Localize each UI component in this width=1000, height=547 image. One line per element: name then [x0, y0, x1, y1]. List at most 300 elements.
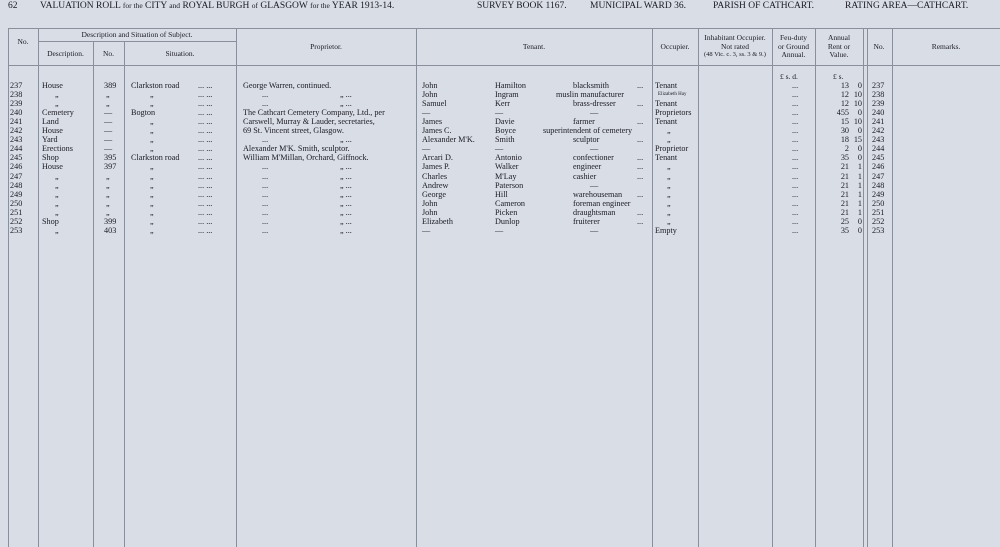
row-number-right: 245: [872, 153, 885, 163]
row-rent-pounds: 455: [836, 108, 849, 118]
rule-top: [8, 28, 1000, 29]
row-number: 240: [10, 108, 23, 118]
row-situation: „: [150, 135, 154, 145]
row-situation: „: [150, 144, 154, 154]
row-situation-dots: ... ...: [198, 126, 213, 136]
row-number-right: 249: [872, 189, 885, 199]
row-number-right: 242: [872, 126, 885, 136]
row-rent-shillings: 1: [857, 207, 862, 217]
row-tenant-surname: Hill: [495, 189, 508, 199]
row-number: 243: [10, 135, 23, 145]
row-description: Shop: [42, 216, 59, 226]
row-situation: Clarkston road: [131, 153, 180, 163]
row-rent-shillings: 1: [857, 189, 862, 199]
table-row: [0, 90, 1000, 99]
rule-header-bottom: [8, 65, 1000, 66]
row-tenant-forename: George: [422, 189, 446, 199]
col-description: Description.: [47, 49, 84, 58]
table-row: [0, 217, 1000, 226]
row-street-number: „: [106, 99, 110, 109]
row-rent-pounds: 13: [840, 81, 849, 90]
row-tenant-surname: —: [495, 108, 504, 118]
row-street-number: „: [106, 198, 110, 208]
row-situation-dots: ... ...: [198, 162, 213, 172]
row-tenant-forename: Andrew: [422, 180, 449, 190]
rent-currency: £ s.: [833, 72, 844, 81]
row-tenant-occupation: farmer: [573, 117, 595, 127]
parish: PARISH OF CATHCART.: [713, 1, 815, 11]
table-row: [0, 144, 1000, 153]
row-rent-shillings: 10: [853, 90, 862, 100]
row-number-right: 241: [872, 117, 885, 127]
col-desc-group: Description and Situation of Subject.: [81, 30, 193, 39]
rating-area: RATING AREA—CATHCART.: [845, 1, 969, 11]
col-no-right: No.: [873, 42, 885, 51]
row-description: „: [55, 225, 59, 235]
row-description: House: [42, 162, 63, 172]
row-street-number: 403: [104, 225, 117, 235]
row-feu-duty: ...: [792, 90, 799, 100]
table-row: [0, 190, 1000, 199]
table-row: [0, 81, 1000, 90]
row-feu-duty: ...: [792, 180, 799, 190]
row-situation: Bogton: [131, 108, 156, 118]
row-number-right: 251: [872, 207, 885, 217]
row-tenant-forename: Arcari D.: [422, 153, 453, 163]
row-occupier: „: [667, 180, 671, 190]
row-occupier: Proprietor: [655, 144, 689, 154]
row-situation-dots: ... ...: [198, 225, 213, 235]
row-tenant-occupation: superintendent of cemetery: [543, 126, 633, 136]
row-feu-duty: ...: [792, 207, 799, 217]
row-rent-shillings: 0: [857, 216, 862, 226]
row-occupier: Tenant: [655, 153, 678, 163]
row-tenant-occupation: sculptor: [573, 135, 600, 145]
row-rent-pounds: 2: [844, 144, 849, 154]
row-tenant-surname: Boyce: [495, 126, 516, 136]
row-tenant-occupation: brass-dresser: [573, 99, 616, 109]
row-number-right: 244: [872, 144, 885, 154]
row-occupier: „: [667, 207, 671, 217]
row-number-right: 240: [872, 108, 885, 118]
row-situation-dots: ... ...: [198, 99, 213, 109]
row-rent-pounds: 21: [840, 207, 849, 217]
row-tenant-dots: ...: [637, 153, 644, 163]
row-situation: „: [150, 117, 154, 127]
row-tenant-occupation: cashier: [573, 171, 597, 181]
row-description: „: [55, 198, 59, 208]
row-tenant-dots: ...: [637, 216, 644, 226]
row-number-right: 248: [872, 180, 885, 190]
row-proprietor: ...: [262, 90, 269, 100]
row-proprietor: ...: [262, 189, 269, 199]
row-situation-dots: ... ...: [198, 189, 213, 199]
row-feu-duty: ...: [792, 81, 799, 90]
row-feu-duty: ...: [792, 198, 799, 208]
col-inhabitant: Inhabitant Occupier. Not rated (48 Vic. c. 3, ss. 3 & 9.): [704, 33, 766, 58]
row-rent-pounds: 12: [840, 90, 849, 100]
row-tenant-surname: Kerr: [495, 99, 510, 109]
row-description: „: [55, 90, 59, 100]
row-tenant-surname: —: [495, 225, 504, 235]
row-description: House: [42, 126, 63, 136]
table-row: [0, 99, 1000, 108]
row-rent-pounds: 21: [840, 189, 849, 199]
row-proprietor: ...: [262, 135, 269, 145]
row-number-right: 243: [872, 135, 885, 145]
row-tenant-occupation: —: [590, 225, 599, 235]
row-tenant-occupation: blacksmith: [573, 81, 609, 90]
col-feu-duty: Feu-duty or Ground Annual.: [777, 33, 810, 59]
row-situation-dots: ... ...: [198, 144, 213, 154]
row-street-number: 389: [104, 81, 117, 90]
row-number: 252: [10, 216, 23, 226]
row-situation-dots: ... ...: [198, 171, 213, 181]
row-situation: „: [150, 90, 154, 100]
row-street-number: —: [104, 144, 113, 154]
row-rent-pounds: 21: [840, 162, 849, 172]
row-number-right: 252: [872, 216, 885, 226]
row-feu-duty: ...: [792, 216, 799, 226]
row-rent-shillings: 15: [853, 135, 862, 145]
row-situation: „: [150, 207, 154, 217]
row-tenant-occupation: foreman engineer: [573, 198, 631, 208]
row-number-right: 246: [872, 162, 885, 172]
row-situation: „: [150, 99, 154, 109]
row-feu-duty: ...: [792, 189, 799, 199]
row-number: 237: [10, 81, 23, 90]
row-rent-shillings: 0: [857, 225, 862, 235]
row-street-number: —: [104, 126, 113, 136]
row-number-right: 253: [872, 225, 885, 235]
row-proprietor-ditto: „ ...: [340, 99, 352, 109]
row-rent-shillings: 10: [853, 117, 862, 127]
row-rent-shillings: 1: [857, 171, 862, 181]
row-occupier: „: [667, 198, 671, 208]
row-rent-pounds: 30: [840, 126, 849, 136]
row-rent-pounds: 35: [840, 225, 849, 235]
row-rent-pounds: 12: [840, 99, 849, 109]
col-situation: Situation.: [165, 49, 195, 58]
row-tenant-forename: John: [422, 90, 438, 100]
row-tenant-forename: —: [422, 225, 431, 235]
feu-currency: £ s. d.: [780, 72, 798, 81]
table-row: [0, 108, 1000, 117]
row-occupier: „: [667, 135, 671, 145]
row-proprietor-ditto: „ ...: [340, 198, 352, 208]
row-tenant-surname: Cameron: [495, 198, 526, 208]
row-tenant-forename: Alexander M'K.: [422, 135, 475, 145]
row-proprietor: ...: [262, 180, 269, 190]
row-rent-pounds: 25: [840, 216, 849, 226]
row-rent-pounds: 18: [840, 135, 849, 145]
page-number: 62: [8, 1, 18, 11]
row-proprietor-ditto: „ ...: [340, 225, 352, 235]
row-tenant-surname: Walker: [495, 162, 519, 172]
row-occupier: Tenant: [655, 99, 678, 109]
row-situation-dots: ... ...: [198, 207, 213, 217]
row-street-number: „: [106, 189, 110, 199]
row-description: Yard: [42, 135, 58, 145]
row-occupier: „: [667, 171, 671, 181]
col-no: No.: [17, 37, 29, 46]
row-situation-dots: ... ...: [198, 108, 213, 118]
row-situation-dots: ... ...: [198, 198, 213, 208]
row-occupier: Tenant: [655, 117, 678, 127]
row-number: 248: [10, 180, 23, 190]
row-rent-pounds: 15: [840, 117, 849, 127]
row-number-right: 238: [872, 90, 885, 100]
col-number: No.: [102, 49, 115, 58]
row-proprietor-ditto: „ ...: [340, 180, 352, 190]
row-feu-duty: ...: [792, 126, 799, 136]
row-tenant-forename: James P.: [422, 162, 450, 172]
municipal-ward: MUNICIPAL WARD 36.: [590, 1, 686, 11]
row-situation-dots: ... ...: [198, 135, 213, 145]
row-street-number: „: [106, 207, 110, 217]
row-number-right: 237: [872, 81, 885, 90]
row-rent-shillings: 1: [857, 198, 862, 208]
row-description: „: [55, 180, 59, 190]
row-number: 238: [10, 90, 23, 100]
row-situation: „: [150, 189, 154, 199]
row-tenant-dots: ...: [637, 135, 644, 145]
row-tenant-surname: Paterson: [495, 180, 524, 190]
row-occupier: „: [667, 216, 671, 226]
row-tenant-forename: John: [422, 207, 438, 217]
row-tenant-surname: Antonio: [495, 153, 522, 163]
row-tenant-occupation: warehouseman: [573, 189, 623, 199]
row-tenant-forename: James: [422, 117, 443, 127]
row-proprietor: Carswell, Murray & Lauder, secretaries,: [243, 117, 375, 127]
row-tenant-surname: Hamilton: [495, 81, 526, 90]
row-occupier: „: [667, 126, 671, 136]
row-number: 249: [10, 189, 23, 199]
row-number-right: 250: [872, 198, 885, 208]
row-street-number: —: [104, 117, 113, 127]
row-rent-shillings: 10: [853, 99, 862, 109]
row-street-number: —: [104, 135, 113, 145]
row-tenant-occupation: —: [590, 108, 599, 118]
row-rent-shillings: 0: [857, 81, 862, 90]
row-proprietor: The Cathcart Cemetery Company, Ltd., per: [243, 108, 385, 118]
row-tenant-surname: Picken: [495, 207, 518, 217]
row-number: 246: [10, 162, 23, 172]
row-situation: „: [150, 126, 154, 136]
row-feu-duty: ...: [792, 108, 799, 118]
row-occupier-note: Elizabeth Hay: [658, 92, 687, 98]
row-proprietor: George Warren, continued.: [243, 81, 332, 90]
col-occupier: Occupier.: [660, 42, 690, 51]
row-tenant-occupation: fruiterer: [573, 216, 600, 226]
row-situation-dots: ... ...: [198, 216, 213, 226]
row-situation-dots: ... ...: [198, 81, 213, 90]
row-tenant-occupation: muslin manufacturer: [556, 90, 624, 100]
row-description: „: [55, 99, 59, 109]
row-proprietor-ditto: „ ...: [340, 90, 352, 100]
row-description: Land: [42, 117, 59, 127]
table-row: [0, 126, 1000, 135]
row-proprietor: ...: [262, 99, 269, 109]
row-tenant-forename: John: [422, 198, 438, 208]
row-proprietor-ditto: „ ...: [340, 216, 352, 226]
row-tenant-forename: James C.: [422, 126, 452, 136]
row-proprietor: 69 St. Vincent street, Glasgow.: [243, 126, 344, 136]
row-feu-duty: ...: [792, 171, 799, 181]
table-row: [0, 135, 1000, 144]
row-tenant-forename: —: [422, 108, 431, 118]
row-situation: Clarkston road: [131, 81, 180, 90]
row-rent-shillings: 0: [857, 144, 862, 154]
row-tenant-occupation: confectioner: [573, 153, 614, 163]
row-street-number: „: [106, 171, 110, 181]
row-street-number: —: [104, 108, 113, 118]
table-row: [0, 162, 1000, 171]
col-proprietor: Proprietor.: [310, 42, 342, 51]
row-proprietor-ditto: „ ...: [340, 171, 352, 181]
row-occupier: Tenant: [655, 81, 678, 90]
row-number: 242: [10, 126, 23, 136]
row-number: 244: [10, 144, 23, 154]
row-proprietor: ...: [262, 216, 269, 226]
row-proprietor: William M'Millan, Orchard, Giffnock.: [243, 153, 369, 163]
title: VALUATION ROLL for the CITY and ROYAL BURGH of GLASGOW for the YEAR 1913-14.: [40, 1, 395, 11]
row-tenant-dots: ...: [637, 99, 644, 109]
row-proprietor: ...: [262, 198, 269, 208]
row-number: 253: [10, 225, 23, 235]
col-remarks: Remarks.: [931, 42, 961, 51]
table-row: [0, 199, 1000, 208]
row-proprietor: ...: [262, 225, 269, 235]
row-tenant-occupation: —: [590, 180, 599, 190]
row-feu-duty: ...: [792, 117, 799, 127]
row-proprietor: ...: [262, 171, 269, 181]
row-description: „: [55, 189, 59, 199]
row-tenant-occupation: engineer: [573, 162, 602, 172]
row-feu-duty: ...: [792, 162, 799, 172]
row-street-number: 395: [104, 153, 117, 163]
row-rent-pounds: 21: [840, 180, 849, 190]
row-number: 250: [10, 198, 23, 208]
row-description: „: [55, 171, 59, 181]
row-number: 245: [10, 153, 23, 163]
row-rent-pounds: 21: [840, 171, 849, 181]
row-proprietor-ditto: „ ...: [340, 207, 352, 217]
row-tenant-dots: ...: [637, 189, 644, 199]
row-situation-dots: ... ...: [198, 117, 213, 127]
row-situation: „: [150, 180, 154, 190]
row-tenant-surname: Dunlop: [495, 216, 520, 226]
row-number: 247: [10, 171, 23, 181]
row-proprietor-ditto: „ ...: [340, 135, 352, 145]
row-feu-duty: ...: [792, 99, 799, 109]
row-tenant-dots: ...: [637, 207, 644, 217]
row-rent-pounds: 21: [840, 198, 849, 208]
row-situation: „: [150, 162, 154, 172]
table-row: [0, 208, 1000, 217]
row-rent-shillings: 1: [857, 162, 862, 172]
row-proprietor: ...: [262, 162, 269, 172]
row-number-right: 239: [872, 99, 885, 109]
row-occupier: „: [667, 162, 671, 172]
row-tenant-forename: —: [422, 144, 431, 154]
row-description: Erections: [42, 144, 73, 154]
row-proprietor-ditto: „ ...: [340, 189, 352, 199]
rule-desc-group: [38, 41, 236, 42]
table-row: [0, 226, 1000, 235]
row-street-number: „: [106, 90, 110, 100]
row-occupier: „: [667, 189, 671, 199]
col-annual-rent: Annual Rent or Value.: [827, 33, 851, 59]
table-row: [0, 172, 1000, 181]
row-situation-dots: ... ...: [198, 90, 213, 100]
row-proprietor: ...: [262, 207, 269, 217]
row-tenant-surname: Ingram: [495, 90, 519, 100]
row-rent-shillings: 0: [857, 108, 862, 118]
row-tenant-dots: ...: [637, 81, 644, 90]
row-tenant-surname: —: [495, 144, 504, 154]
row-description: House: [42, 81, 63, 90]
row-situation-dots: ... ...: [198, 153, 213, 163]
row-tenant-forename: John: [422, 81, 438, 90]
row-street-number: 397: [104, 162, 117, 172]
row-situation: „: [150, 216, 154, 226]
row-occupier: Proprietors: [655, 108, 692, 118]
row-situation: „: [150, 171, 154, 181]
row-tenant-forename: Charles: [422, 171, 448, 181]
row-number: 241: [10, 117, 23, 127]
row-tenant-occupation: draughtsman: [573, 207, 616, 217]
row-tenant-surname: M'Lay: [495, 171, 517, 181]
row-tenant-forename: Samuel: [422, 99, 447, 109]
row-tenant-forename: Elizabeth: [422, 216, 453, 226]
survey-book: SURVEY BOOK 1167.: [477, 1, 567, 11]
row-rent-shillings: 0: [857, 126, 862, 136]
row-number-right: 247: [872, 171, 885, 181]
table-row: [0, 117, 1000, 126]
row-tenant-occupation: —: [590, 144, 599, 154]
row-proprietor: Alexander M'K. Smith, sculptor.: [243, 144, 350, 154]
row-description: Shop: [42, 153, 59, 163]
row-rent-shillings: 1: [857, 180, 862, 190]
row-tenant-surname: Davie: [495, 117, 515, 127]
row-situation: „: [150, 225, 154, 235]
row-number: 239: [10, 99, 23, 109]
row-occupier: Empty: [655, 225, 677, 235]
row-number: 251: [10, 207, 23, 217]
row-tenant-surname: Smith: [495, 135, 515, 145]
row-tenant-dots: ...: [637, 162, 644, 172]
table-row: [0, 181, 1000, 190]
row-description: Cemetery: [42, 108, 74, 118]
row-situation: „: [150, 198, 154, 208]
row-rent-pounds: 35: [840, 153, 849, 163]
table-row: [0, 153, 1000, 162]
row-feu-duty: ...: [792, 225, 799, 235]
row-tenant-dots: ...: [637, 171, 644, 181]
row-feu-duty: ...: [792, 153, 799, 163]
row-rent-shillings: 0: [857, 153, 862, 163]
row-situation-dots: ... ...: [198, 180, 213, 190]
row-street-number: „: [106, 180, 110, 190]
row-street-number: 399: [104, 216, 117, 226]
row-description: „: [55, 207, 59, 217]
row-feu-duty: ...: [792, 144, 799, 154]
col-tenant: Tenant.: [522, 42, 546, 51]
row-feu-duty: ...: [792, 135, 799, 145]
row-tenant-dots: ...: [637, 117, 644, 127]
row-proprietor-ditto: „ ...: [340, 162, 352, 172]
